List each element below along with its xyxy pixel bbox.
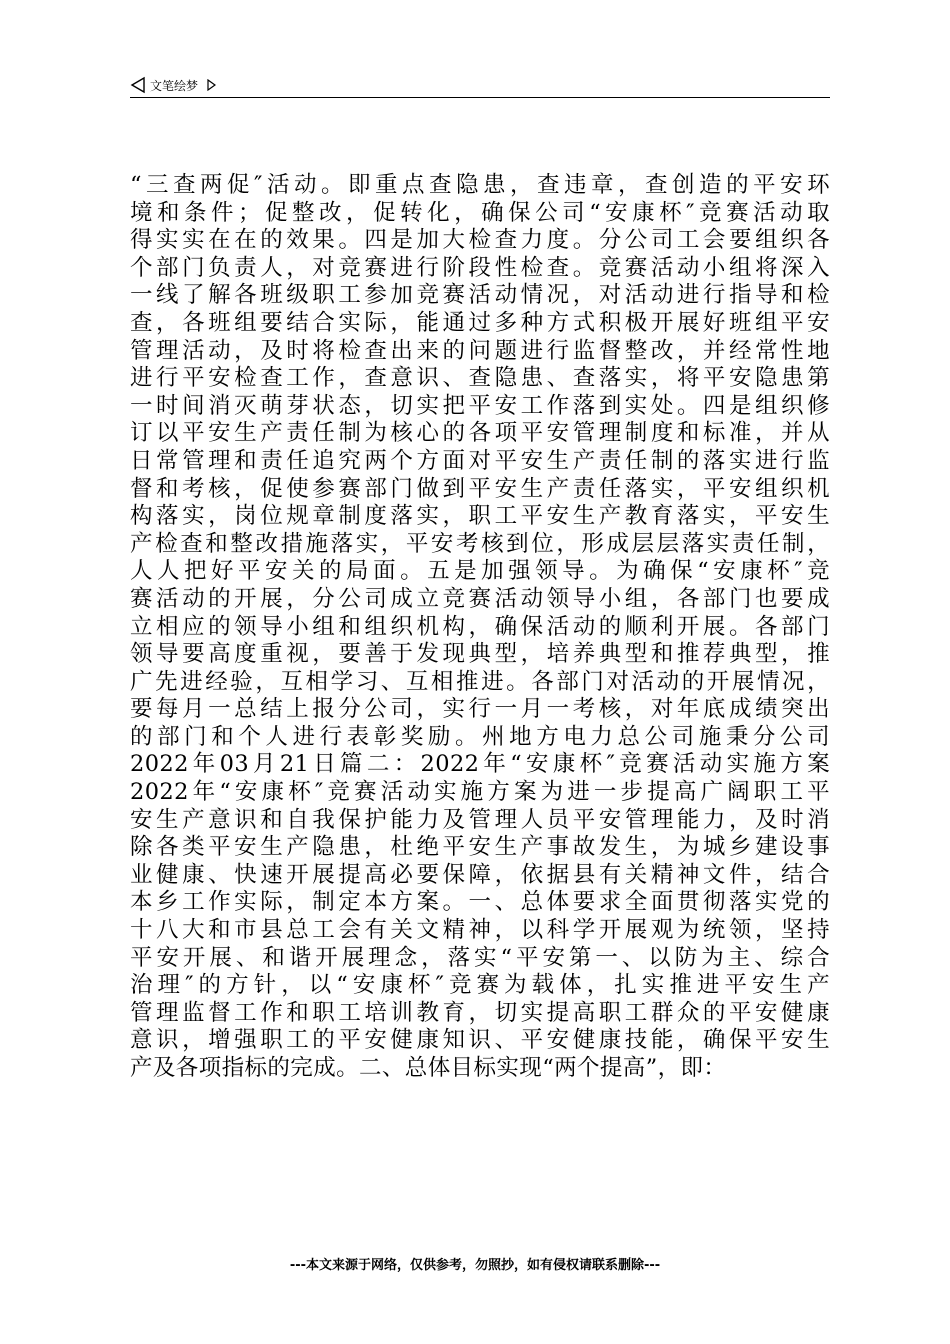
body-line: 得实实在在的效果。四是加大检查力度。分公司工会要组织各 — [130, 227, 830, 254]
body-line: 2022年“安康杯″竞赛活动实施方案为进一步提高广阔职工平 — [130, 779, 830, 806]
body-line: 除各类平安生产隐患，杜绝平安生产事故发生，为城乡建设事 — [130, 834, 830, 861]
body-line: 人人把好平安关的局面。五是加强领导。为确保“安康杯″竞 — [130, 558, 830, 585]
body-line: 十八大和市县总工会有关文精神，以科学开展观为统领，坚持 — [130, 917, 830, 944]
page-header — [130, 74, 216, 96]
body-line: 个部门负责人，对竞赛进行阶段性检查。竞赛活动小组将深入 — [130, 254, 830, 281]
body-line: 2022年03月21日篇二：2022年“安康杯″竞赛活动实施方案 — [130, 751, 830, 778]
body-line: 进行平安检查工作，查意识、查隐患、查落实，将平安隐患第 — [130, 365, 830, 392]
document-body — [130, 172, 830, 1083]
header-title: 文笔绘梦 — [150, 78, 199, 93]
body-line: 广先进经验，互相学习、互相推进。各部门对活动的开展情况， — [130, 668, 830, 695]
body-line: 日常管理和责任追究两个方面对平安生产责任制的落实进行监 — [130, 447, 830, 474]
body-line: 要每月一总结上报分公司，实行一月一考核，对年底成绩突出 — [130, 696, 830, 723]
body-line: 的部门和个人进行表彰奖励。州地方电力总公司施秉分公司 — [130, 723, 830, 750]
body-line: 赛活动的开展，分公司成立竞赛活动领导小组，各部门也要成 — [130, 585, 830, 612]
footer-notice: ---本文来源于网络，仅供参考，勿照抄，如有侵权请联系删除--- — [289, 1258, 661, 1273]
body-line: 订以平安生产责任制为核心的各项平安管理制度和标准，并从 — [130, 420, 830, 447]
body-line: 本乡工作实际，制定本方案。一、总体要求全面贯彻落实党的 — [130, 889, 830, 916]
body-line: 一时间消灭萌芽状态，切实把平安工作落到实处。四是组织修 — [130, 392, 830, 419]
body-line: “三查两促″活动。即重点查隐患，查违章，查创造的平安环 — [130, 172, 830, 198]
body-line: 一线了解各班级职工参加竞赛活动情况，对活动进行指导和检 — [130, 282, 830, 309]
body-line: 管理监督工作和职工培训教育，切实提高职工群众的平安健康 — [130, 999, 830, 1026]
body-line: 安生产意识和自我保护能力及管理人员平安管理能力，及时消 — [130, 806, 830, 833]
body-line: 领导要高度重视，要善于发现典型，培养典型和推荐典型，推 — [130, 641, 830, 668]
body-line: 产及各项指标的完成。二、总体目标实现“两个提高”，即： — [130, 1055, 727, 1081]
body-line: 治理″的方针，以“安康杯″竞赛为载体，扎实推进平安生产 — [130, 972, 830, 999]
triangle-right-outline-icon — [206, 79, 216, 91]
body-line: 查，各班组要结合实际，能通过多种方式积极开展好班组平安 — [130, 309, 830, 336]
body-line: 督和考核，促使参赛部门做到平安生产责任落实，平安组织机 — [130, 475, 830, 502]
body-line: 境和条件；促整改，促转化，确保公司“安康杯″竞赛活动取 — [130, 199, 830, 226]
triangle-left-outline-icon — [130, 76, 146, 94]
body-line: 平安开展、和谐开展理念，落实“平安第一、以防为主、综合 — [130, 944, 830, 971]
body-line: 业健康、快速开展提高必要保障，依据县有关精神文件，结合 — [130, 861, 830, 888]
body-line: 产检查和整改措施落实，平安考核到位，形成层层落实责任制， — [130, 530, 830, 557]
body-line: 立相应的领导小组和组织机构，确保活动的顺利开展。各部门 — [130, 613, 830, 640]
body-line: 管理活动，及时将检查出来的问题进行监督整改，并经常性地 — [130, 337, 830, 364]
header-divider — [130, 97, 830, 98]
body-line: 构落实，岗位规章制度落实，职工平安生产教育落实，平安生 — [130, 503, 830, 530]
body-line: 意识，增强职工的平安健康知识、平安健康技能，确保平安生 — [130, 1027, 830, 1054]
